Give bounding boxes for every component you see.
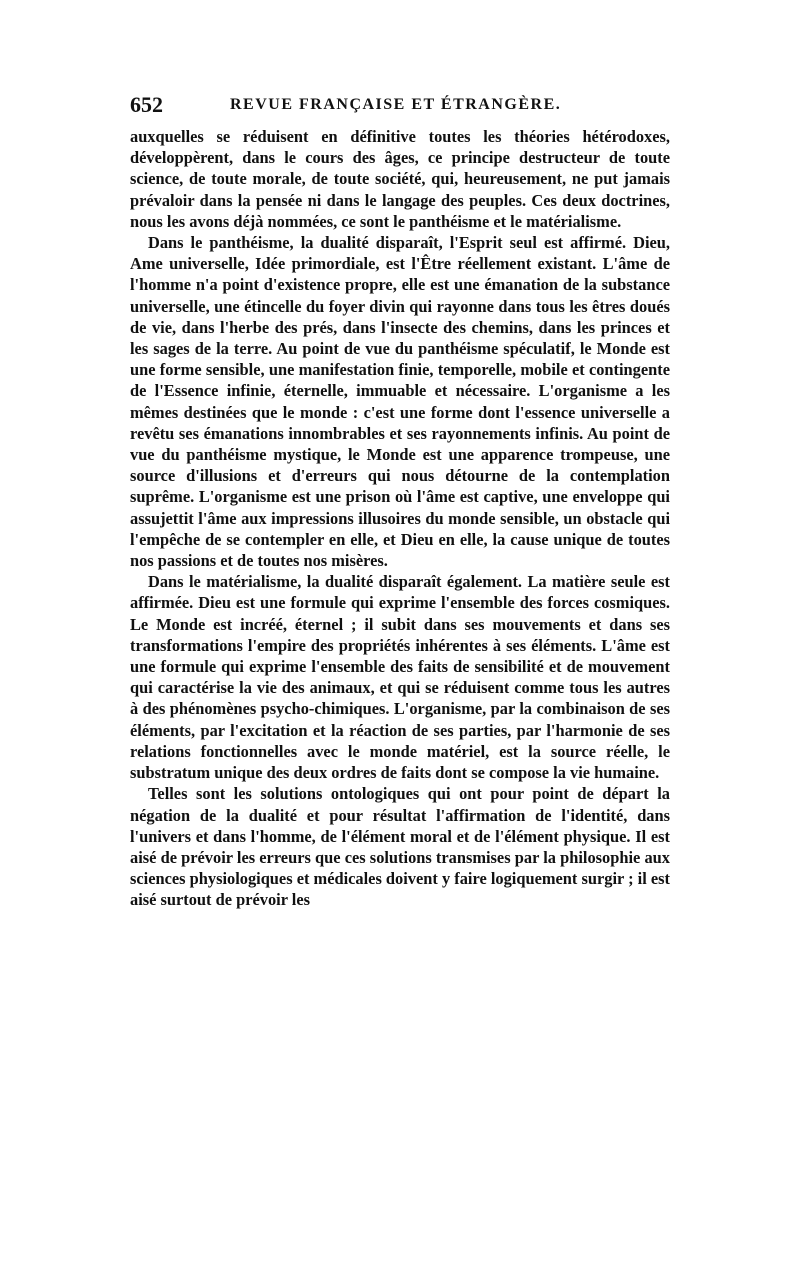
running-head [130,90,670,120]
paragraph-continuation: auxquelles se réduisent en définitive toutes les théories hétérodoxes, développèrent, dans le cours des âges, ce principe destructeur de toute science, de toute morale, de toute société, qui, heureusement, ne put jamais prévaloir dans la pensée ni dans le langage des peuples. Ces deux doctrines, nous les avons déjà nommées, ce sont le panthéisme et le matérialisme. [130,127,670,231]
paragraph-solutions: Telles sont les solutions ontologiques qui ont pour point de départ la négation de la dualité et pour résultat l'affirmation de l'identité, dans l'univers et dans l'homme, de l'élément moral et de l'élément physique. Il est aisé de prévoir les erreurs que ces solutions transmises par la philosophie aux sciences physiologiques et médicales doivent y faire logiquement surgir ; il est aisé surtout de prévoir les [130,784,670,910]
journal-title: REVUE FRANÇAISE ET ÉTRANGÈRE. [230,96,562,113]
paragraph-materialisme: Dans le matérialisme, la dualité disparaît également. La matière seule est affirmée. Dieu est une formule qui exprime l'ensemble des forces cosmiques. Le Monde est incréé, éternel ; il subit dans ses mouvements et dans ses transformations l'empire des propriétés inhérentes à ses éléments. L'âme est une formule qui exprime l'ensemble des faits de sensibilité et de mouvement qui caractérise la vie des animaux, et qui se réduisent comme tous les autres à des phénomènes psycho-chimiques. L'organisme, par la combinaison de ses éléments, par l'excitation et la réaction de ses parties, par l'harmonie de ses relations fonctionnelles avec le monde matériel, est la source réelle, le substratum unique des deux ordres de faits dont se compose la vie humaine. [130,572,670,783]
body-text [130,126,670,911]
page [130,90,670,911]
paragraph-pantheisme: Dans le panthéisme, la dualité disparaît, l'Esprit seul est affirmé. Dieu, Ame universelle, Idée primordiale, est l'Être réellement existant. L'âme de l'homme n'a point d'existence propre, elle est une émanation de la substance universelle, une étincelle du foyer divin qui rayonne dans tous les êtres doués de vie, dans l'herbe des prés, dans l'insecte des chemins, dans les princes et les sages de la terre. Au point de vue du panthéisme spéculatif, le Monde est une forme sensible, une manifestation finie, temporelle, mobile et contingente de l'Essence infinie, éternelle, immuable et nécessaire. L'organisme a les mêmes destinées que le monde : c'est une forme dont l'essence universelle a revêtu ses émanations innombrables et ses rayonnements infinis. Au point de vue du panthéisme mystique, le Monde est une apparence trompeuse, une source d'illusions et d'erreurs qui nous détourne de la contemplation suprême. L'organisme est une prison où l'âme est captive, une enveloppe qui assujettit l'âme aux impressions illusoires du monde sensible, un obstacle qui l'empêche de se contempler en elle, et Dieu en elle, la cause unique de toutes nos passions et de toutes nos misères. [130,233,670,571]
page-number: 652 [130,92,163,117]
